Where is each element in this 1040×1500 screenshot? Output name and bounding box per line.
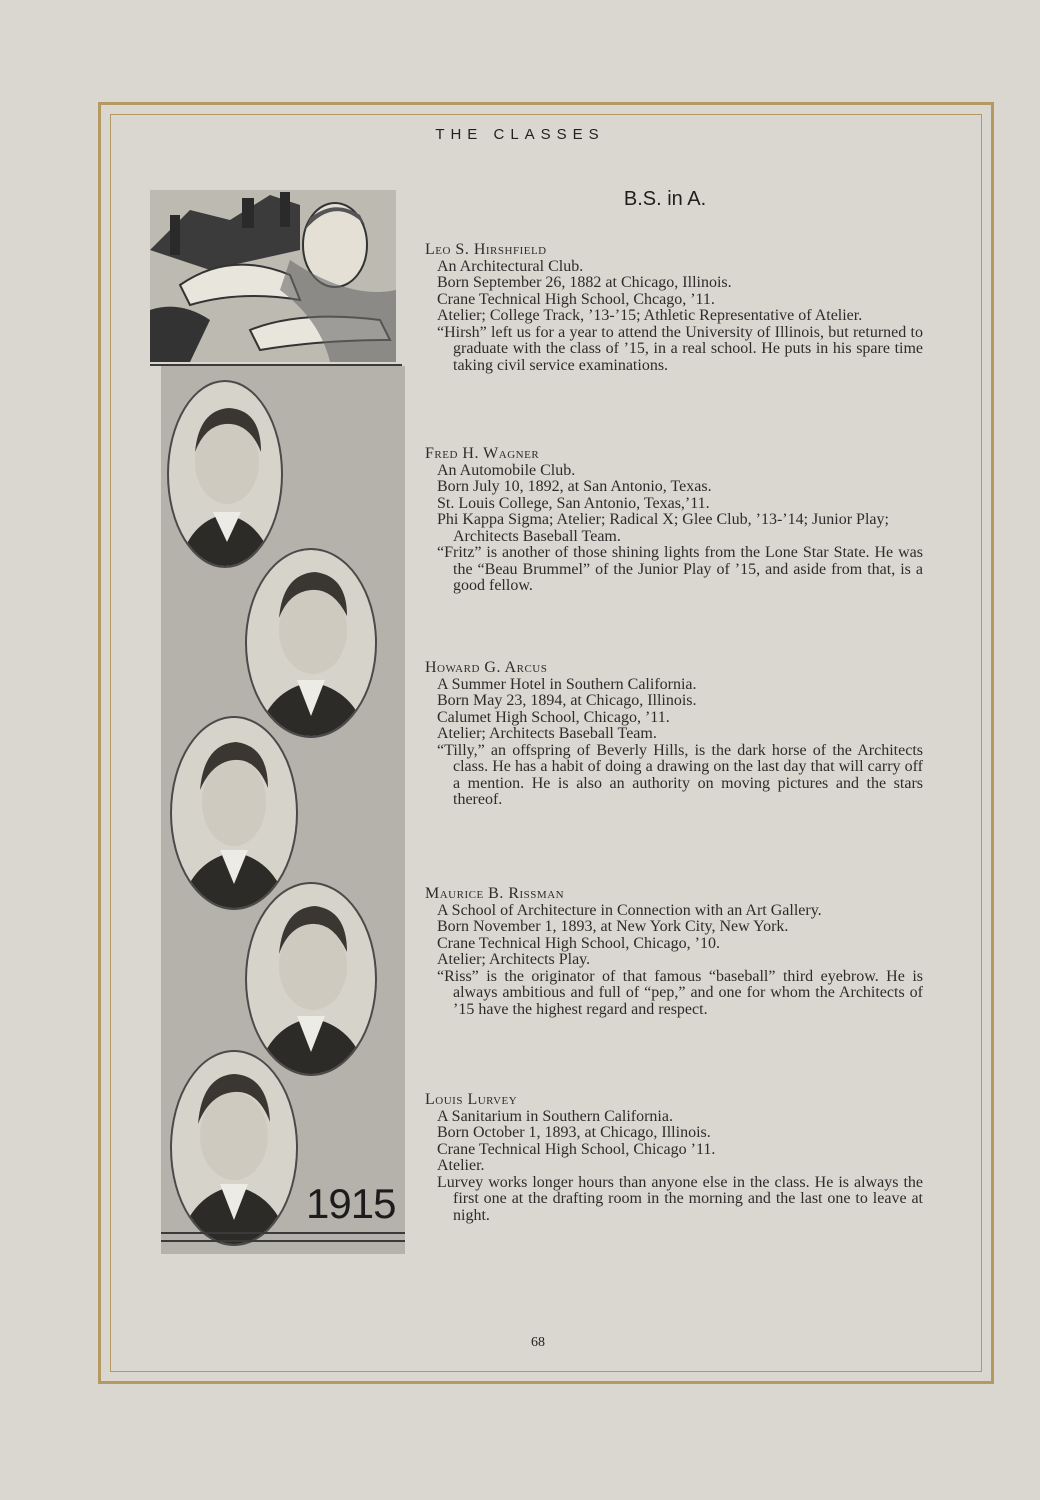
portrait-rissman xyxy=(245,882,377,1076)
entry-line: An Architectural Club. xyxy=(437,257,584,275)
entry-line: Calumet High School, Chicago, ’11. xyxy=(437,708,670,726)
entry-line: Atelier; Architects Play. xyxy=(437,951,591,968)
entry-line: Born May 23, 1894, at Chicago, Illinois. xyxy=(437,692,697,709)
entry-line: An Automobile Club. xyxy=(437,461,576,479)
running-head: THE CLASSES xyxy=(435,126,605,143)
entry-line: A School of Architecture in Connection with an Art Gallery. xyxy=(437,901,822,919)
entry-arcus xyxy=(423,660,923,809)
entry-line: Atelier; Architects Baseball Team. xyxy=(437,725,657,742)
entry-note: “Riss” is the originator of that famous “baseball” third eyebrow. He is always ambitious and full of “pep,” and one for whom the Architects of ’15 have the highest regard and respect. xyxy=(437,967,923,1018)
entry-line: Atelier; College Track, ’13-’15; Athletic Representative of Atelier. xyxy=(437,307,863,324)
entry-hirshfield xyxy=(423,242,923,374)
strip-bottom-rule-2 xyxy=(161,1240,405,1242)
entry-note: “Fritz” is another of those shining lights from the Lone Star State. He was the “Beau Brummel” of the Junior Play of ’15, and aside from that, is a good fellow. xyxy=(437,544,923,594)
entry-note: “Hirsh” left us for a year to attend the University of Illinois, but returned to graduate with the class of ’15, in a real school. He puts in his spare time taking civil service examinations. xyxy=(437,323,923,374)
entry-line: Crane Technical High School, Chcago, ’11. xyxy=(437,290,715,308)
sketch-illustration xyxy=(150,190,396,362)
entry-line: Born July 10, 1892, at San Antonio, Texas. xyxy=(437,478,712,495)
entry-name: Fred H. Wagner xyxy=(425,445,540,462)
portrait-hirshfield xyxy=(167,380,283,568)
entry-line: A Summer Hotel in Southern California. xyxy=(437,675,697,693)
entry-line: Atelier. xyxy=(437,1157,485,1174)
entry-name: Leo S. Hirshfield xyxy=(425,241,547,258)
entry-wagner xyxy=(423,446,923,595)
portrait-wagner xyxy=(245,548,377,738)
portrait-lurvey xyxy=(170,1050,298,1246)
entry-name: Maurice B. Rissman xyxy=(425,885,565,902)
entry-line: Born November 1, 1893, at New York City, New York. xyxy=(437,918,789,935)
entry-line: Born October 1, 1893, at Chicago, Illinois. xyxy=(437,1124,711,1141)
entry-note: Lurvey works longer hours than anyone else in the class. He is always the first one at the drafting room in the morning and the last one to leave at night. xyxy=(437,1173,923,1224)
entry-line: Phi Kappa Sigma; Atelier; Radical X; Glee Club, ’13-’14; Junior Play; Architects Baseball Team. xyxy=(437,511,889,545)
entry-rissman xyxy=(423,886,923,1018)
class-year-label: 1915 xyxy=(306,1180,396,1227)
entry-note: “Tilly,” an offspring of Beverly Hills, is the dark horse of the Architects class. He has a habit of doing a drawing on the last day that will carry off a mention. He is also an authority on moving pictures and the stars thereof. xyxy=(437,741,923,808)
entry-name: Louis Lurvey xyxy=(425,1091,518,1108)
strip-bottom-rule xyxy=(161,1232,405,1234)
entry-line: Born September 26, 1882 at Chicago, Illinois. xyxy=(437,274,732,291)
entry-name: Howard G. Arcus xyxy=(425,659,548,676)
entry-line: Crane Technical High School, Chicago, ’10. xyxy=(437,934,720,952)
portrait-arcus xyxy=(170,716,298,910)
section-title: B.S. in A. xyxy=(623,188,707,210)
entry-line: Crane Technical High School, Chicago ’11. xyxy=(437,1140,716,1158)
entry-line: St. Louis College, San Antonio, Texas,’11. xyxy=(437,494,710,512)
entry-lurvey xyxy=(423,1092,923,1224)
entry-line: A Sanitarium in Southern California. xyxy=(437,1107,673,1125)
page-number: 68 xyxy=(531,1335,545,1350)
